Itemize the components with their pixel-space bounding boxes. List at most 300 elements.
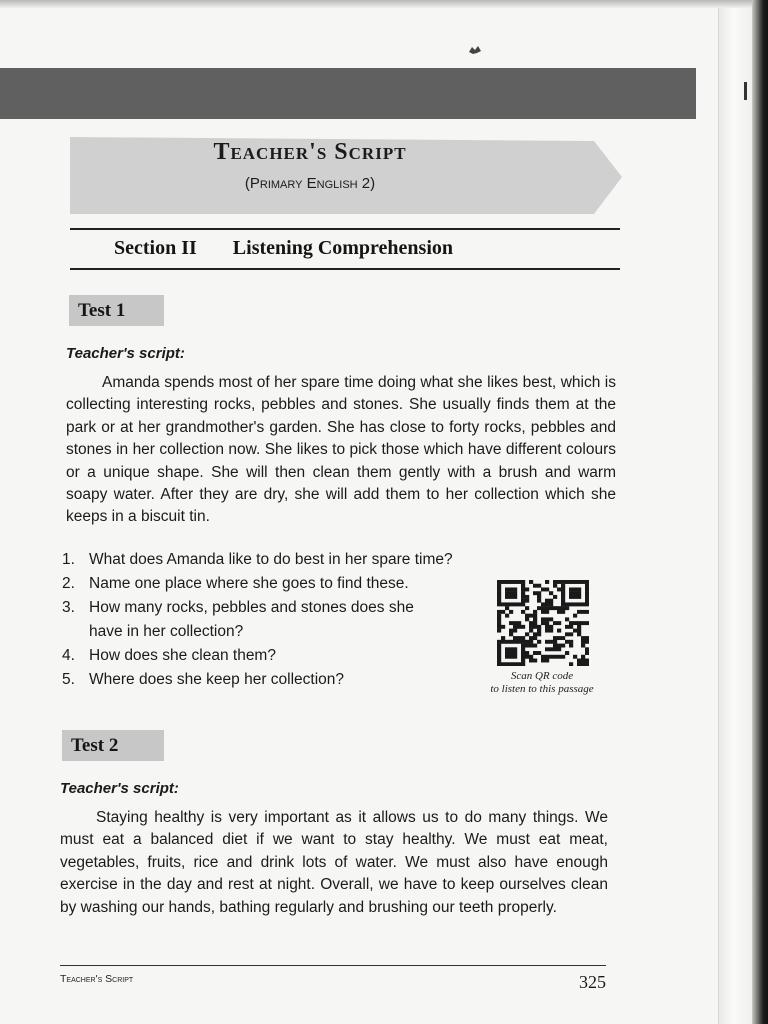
qr-module xyxy=(561,655,565,659)
qr-module xyxy=(549,602,553,606)
qr-module xyxy=(569,632,573,636)
qr-module xyxy=(513,636,517,640)
qr-module xyxy=(561,644,565,648)
qr-module xyxy=(537,591,541,595)
qr-module xyxy=(565,606,569,610)
binding-shadow xyxy=(752,0,768,1024)
qr-module xyxy=(533,621,537,625)
section-title: Listening Comprehension xyxy=(232,237,454,259)
qr-module xyxy=(553,655,557,659)
qr-module xyxy=(497,587,501,591)
qr-module xyxy=(525,599,529,603)
qr-module xyxy=(525,614,529,618)
qr-module xyxy=(537,606,541,610)
question-item xyxy=(62,644,482,668)
qr-module xyxy=(545,617,549,621)
qr-module xyxy=(553,640,557,644)
qr-module xyxy=(545,647,549,651)
qr-module xyxy=(513,580,517,584)
qr-module xyxy=(585,640,589,644)
qr-module xyxy=(521,647,525,651)
qr-module xyxy=(505,580,509,584)
qr-module xyxy=(509,587,513,591)
qr-module xyxy=(521,591,525,595)
page-number: 325 xyxy=(579,972,606,992)
qr-module xyxy=(525,655,529,659)
qr-module xyxy=(533,584,537,588)
qr-module xyxy=(569,602,573,606)
qr-module xyxy=(533,659,537,663)
qr-module xyxy=(529,636,533,640)
qr-module xyxy=(573,655,577,659)
qr-module xyxy=(569,640,573,644)
qr-module xyxy=(521,602,525,606)
qr-module xyxy=(569,591,573,595)
qr-module xyxy=(521,655,525,659)
qr-module xyxy=(549,647,553,651)
section-rule-top xyxy=(70,228,620,230)
qr-module xyxy=(561,584,565,588)
qr-module xyxy=(581,659,585,663)
qr-module xyxy=(557,629,561,633)
qr-module xyxy=(525,617,529,621)
question-item xyxy=(62,572,482,596)
qr-module xyxy=(521,625,525,629)
qr-module xyxy=(585,602,589,606)
qr-caption-line-2: to listen to this passage xyxy=(490,683,594,695)
qr-module xyxy=(569,621,573,625)
qr-module xyxy=(537,599,541,603)
qr-module xyxy=(581,644,585,648)
qr-module xyxy=(529,640,533,644)
qr-module xyxy=(553,636,557,640)
qr-module xyxy=(569,587,573,591)
qr-module xyxy=(509,647,513,651)
qr-module xyxy=(585,591,589,595)
qr-module xyxy=(545,655,549,659)
qr-module xyxy=(549,617,553,621)
qr-module xyxy=(533,610,537,614)
qr-module xyxy=(557,647,561,651)
qr-module xyxy=(505,614,509,618)
question-number: 1. xyxy=(62,551,75,568)
qr-module xyxy=(545,606,549,610)
qr-module xyxy=(565,651,569,655)
test-2-script-label: Teacher's script: xyxy=(60,780,179,797)
qr-module xyxy=(585,584,589,588)
qr-module xyxy=(533,636,537,640)
qr-module xyxy=(529,629,533,633)
qr-module xyxy=(565,632,569,636)
test-1-passage xyxy=(66,372,616,529)
qr-module xyxy=(565,617,569,621)
qr-module xyxy=(521,584,525,588)
qr-module xyxy=(585,599,589,603)
qr-code-icon[interactable] xyxy=(497,580,589,666)
qr-module xyxy=(545,599,549,603)
qr-module xyxy=(505,602,509,606)
qr-module xyxy=(557,655,561,659)
qr-module xyxy=(573,629,577,633)
qr-module xyxy=(525,587,529,591)
qr-module xyxy=(569,580,573,584)
qr-module xyxy=(545,580,549,584)
qr-module xyxy=(581,662,585,666)
qr-module xyxy=(533,644,537,648)
qr-module xyxy=(497,644,501,648)
qr-module xyxy=(573,587,577,591)
qr-module xyxy=(529,644,533,648)
qr-module xyxy=(561,580,565,584)
qr-module xyxy=(529,655,533,659)
qr-module xyxy=(521,587,525,591)
qr-module xyxy=(573,602,577,606)
qr-module xyxy=(541,587,545,591)
qr-module xyxy=(521,651,525,655)
qr-module xyxy=(497,625,501,629)
qr-module xyxy=(581,655,585,659)
qr-module xyxy=(557,587,561,591)
qr-module xyxy=(517,625,521,629)
qr-module xyxy=(513,602,517,606)
title-banner xyxy=(70,137,622,214)
qr-module xyxy=(505,651,509,655)
qr-module xyxy=(577,602,581,606)
qr-module xyxy=(553,644,557,648)
qr-module xyxy=(509,629,513,633)
qr-module xyxy=(497,647,501,651)
qr-module xyxy=(577,580,581,584)
qr-module xyxy=(513,662,517,666)
qr-module xyxy=(541,617,545,621)
qr-module xyxy=(521,580,525,584)
qr-module xyxy=(521,636,525,640)
qr-module xyxy=(585,587,589,591)
qr-module xyxy=(557,580,561,584)
qr-module xyxy=(549,629,553,633)
qr-module xyxy=(573,591,577,595)
qr-module xyxy=(497,610,501,614)
qr-module xyxy=(509,662,513,666)
qr-module xyxy=(541,621,545,625)
qr-module xyxy=(545,610,549,614)
qr-module xyxy=(561,591,565,595)
qr-module xyxy=(537,651,541,655)
qr-module xyxy=(521,610,525,614)
qr-module xyxy=(513,625,517,629)
test-1-questions xyxy=(62,548,482,692)
qr-module xyxy=(553,647,557,651)
qr-module xyxy=(505,647,509,651)
question-number: 3. xyxy=(62,599,75,616)
qr-module xyxy=(509,602,513,606)
qr-module xyxy=(497,617,501,621)
qr-module xyxy=(581,640,585,644)
qr-module xyxy=(513,640,517,644)
qr-module xyxy=(521,662,525,666)
qr-module xyxy=(509,595,513,599)
qr-module xyxy=(541,606,545,610)
qr-module xyxy=(497,591,501,595)
qr-module xyxy=(561,610,565,614)
qr-module xyxy=(565,640,569,644)
test-2-passage xyxy=(60,807,608,919)
qr-module xyxy=(517,662,521,666)
qr-module xyxy=(505,587,509,591)
qr-module xyxy=(533,617,537,621)
page-edge xyxy=(718,8,755,1024)
qr-module xyxy=(509,591,513,595)
qr-module xyxy=(577,632,581,636)
question-item xyxy=(62,668,482,692)
qr-module xyxy=(549,625,553,629)
qr-module xyxy=(557,606,561,610)
test-2-passage-text: Staying healthy is very important as it allows us to do many things. We must eat a balanced diet if we want to stay healthy. We must eat meat, vegetables, fruits, rice and drink lots of water. We must also have enough exercise in the day and rest at night. Overall, we have to keep ourselves clean by washing our hands, bathing regularly and brushing our teeth properly. xyxy=(60,809,608,916)
qr-module xyxy=(497,651,501,655)
qr-module xyxy=(497,629,501,633)
qr-module xyxy=(585,610,589,614)
qr-module xyxy=(525,651,529,655)
qr-module xyxy=(573,580,577,584)
qr-module xyxy=(561,602,565,606)
qr-module xyxy=(537,640,541,644)
qr-module xyxy=(561,636,565,640)
qr-module xyxy=(577,595,581,599)
qr-module xyxy=(569,595,573,599)
qr-module xyxy=(497,659,501,663)
qr-module xyxy=(545,659,549,663)
qr-module xyxy=(513,629,517,633)
qr-module xyxy=(505,655,509,659)
qr-module xyxy=(525,595,529,599)
question-number: 2. xyxy=(62,575,75,592)
qr-module xyxy=(533,651,537,655)
qr-module xyxy=(541,655,545,659)
qr-module xyxy=(521,595,525,599)
qr-module xyxy=(497,662,501,666)
qr-module xyxy=(581,602,585,606)
qr-module xyxy=(577,610,581,614)
qr-module xyxy=(497,595,501,599)
qr-module xyxy=(513,647,517,651)
footer-title: Teacher's Script xyxy=(60,973,134,985)
qr-module xyxy=(581,610,585,614)
qr-module xyxy=(501,602,505,606)
banner-subtitle: (Primary English 2) xyxy=(244,175,376,192)
banner-title: Teacher's Script xyxy=(213,139,407,165)
qr-module xyxy=(541,610,545,614)
qr-module xyxy=(529,614,533,618)
qr-module xyxy=(501,580,505,584)
qr-module xyxy=(525,640,529,644)
qr-module xyxy=(577,629,581,633)
qr-module xyxy=(541,602,545,606)
qr-module xyxy=(557,644,561,648)
qr-module xyxy=(565,580,569,584)
test-2-label: Test 2 xyxy=(62,730,164,761)
qr-module xyxy=(509,632,513,636)
qr-module xyxy=(513,591,517,595)
qr-module xyxy=(497,599,501,603)
question-item xyxy=(62,548,482,572)
qr-module xyxy=(585,659,589,663)
question-number: 4. xyxy=(62,647,75,664)
qr-module xyxy=(585,621,589,625)
qr-module xyxy=(553,580,557,584)
qr-module xyxy=(537,595,541,599)
qr-module xyxy=(585,595,589,599)
qr-module xyxy=(525,632,529,636)
qr-module xyxy=(549,591,553,595)
qr-module xyxy=(545,621,549,625)
qr-module xyxy=(505,591,509,595)
qr-module xyxy=(545,602,549,606)
qr-module xyxy=(585,580,589,584)
qr-module xyxy=(521,599,525,603)
qr-module xyxy=(505,606,509,610)
qr-module xyxy=(561,599,565,603)
qr-module xyxy=(517,580,521,584)
qr-module xyxy=(585,636,589,640)
qr-module xyxy=(553,606,557,610)
test-1-script-label: Teacher's script: xyxy=(66,345,185,362)
qr-module xyxy=(577,587,581,591)
qr-module xyxy=(505,595,509,599)
qr-module xyxy=(581,636,585,640)
qr-module xyxy=(549,655,553,659)
qr-module xyxy=(509,651,513,655)
section-heading xyxy=(114,237,453,260)
qr-module xyxy=(545,625,549,629)
qr-module xyxy=(549,640,553,644)
edge-mark xyxy=(744,82,747,100)
qr-module xyxy=(497,584,501,588)
qr-module xyxy=(569,644,573,648)
qr-module xyxy=(581,621,585,625)
qr-module xyxy=(585,662,589,666)
qr-module xyxy=(537,584,541,588)
qr-module xyxy=(501,640,505,644)
qr-module xyxy=(553,621,557,625)
qr-module xyxy=(545,640,549,644)
qr-module xyxy=(525,644,529,648)
qr-module xyxy=(513,655,517,659)
qr-module xyxy=(501,636,505,640)
qr-module xyxy=(501,662,505,666)
qr-module xyxy=(497,655,501,659)
qr-module xyxy=(557,621,561,625)
qr-module xyxy=(497,614,501,618)
qr-module xyxy=(569,625,573,629)
qr-module xyxy=(585,651,589,655)
qr-module xyxy=(553,595,557,599)
qr-module xyxy=(557,610,561,614)
qr-caption xyxy=(470,670,614,696)
qr-module xyxy=(533,614,537,618)
qr-module xyxy=(501,625,505,629)
question-text: Name one place where she goes to find these. xyxy=(89,575,409,592)
question-item xyxy=(62,596,482,644)
top-shadow xyxy=(0,0,768,8)
qr-module xyxy=(521,640,525,644)
qr-module xyxy=(509,655,513,659)
qr-module xyxy=(533,632,537,636)
qr-module xyxy=(497,602,501,606)
qr-module xyxy=(529,625,533,629)
qr-module xyxy=(525,606,529,610)
qr-module xyxy=(509,580,513,584)
qr-module xyxy=(509,621,513,625)
qr-module xyxy=(577,591,581,595)
question-text: How many rocks, pebbles and stones does she have in her collection? xyxy=(89,599,414,640)
qr-module xyxy=(537,629,541,633)
qr-module xyxy=(577,625,581,629)
qr-module xyxy=(497,621,501,625)
qr-module xyxy=(565,625,569,629)
qr-module xyxy=(533,591,537,595)
question-text: How does she clean them? xyxy=(89,647,276,664)
qr-module xyxy=(537,625,541,629)
question-text: Where does she keep her collection? xyxy=(89,671,345,688)
qr-module xyxy=(521,644,525,648)
qr-module xyxy=(549,599,553,603)
qr-module xyxy=(569,662,573,666)
qr-module xyxy=(577,662,581,666)
qr-module xyxy=(513,595,517,599)
qr-module xyxy=(517,636,521,640)
qr-module xyxy=(573,621,577,625)
qr-module xyxy=(509,640,513,644)
qr-module xyxy=(505,662,509,666)
qr-module xyxy=(557,636,561,640)
qr-module xyxy=(517,640,521,644)
qr-module xyxy=(581,580,585,584)
qr-module xyxy=(545,629,549,633)
qr-module xyxy=(529,659,533,663)
footer-rule xyxy=(60,965,606,966)
qr-module xyxy=(533,625,537,629)
qr-module xyxy=(529,580,533,584)
qr-module xyxy=(577,659,581,663)
qr-module xyxy=(561,587,565,591)
header-bar xyxy=(0,68,696,119)
qr-module xyxy=(513,587,517,591)
question-text: What does Amanda like to do best in her spare time? xyxy=(89,551,453,568)
qr-module xyxy=(537,632,541,636)
qr-module xyxy=(561,606,565,610)
qr-module xyxy=(505,640,509,644)
qr-module xyxy=(573,595,577,599)
qr-module xyxy=(497,640,501,644)
qr-module xyxy=(585,647,589,651)
qr-module xyxy=(561,595,565,599)
qr-module xyxy=(573,614,577,618)
qr-module xyxy=(513,621,517,625)
section-rule-bottom xyxy=(70,268,620,270)
qr-module xyxy=(565,602,569,606)
speck-mark xyxy=(468,45,482,55)
qr-module xyxy=(501,610,505,614)
qr-module xyxy=(521,659,525,663)
qr-module xyxy=(517,621,521,625)
section-number: Section II xyxy=(114,237,197,259)
qr-module xyxy=(577,621,581,625)
qr-module xyxy=(549,606,553,610)
qr-module xyxy=(517,602,521,606)
qr-caption-line-1: Scan QR code xyxy=(510,670,574,682)
test-1-label: Test 1 xyxy=(69,295,164,326)
qr-module xyxy=(545,587,549,591)
